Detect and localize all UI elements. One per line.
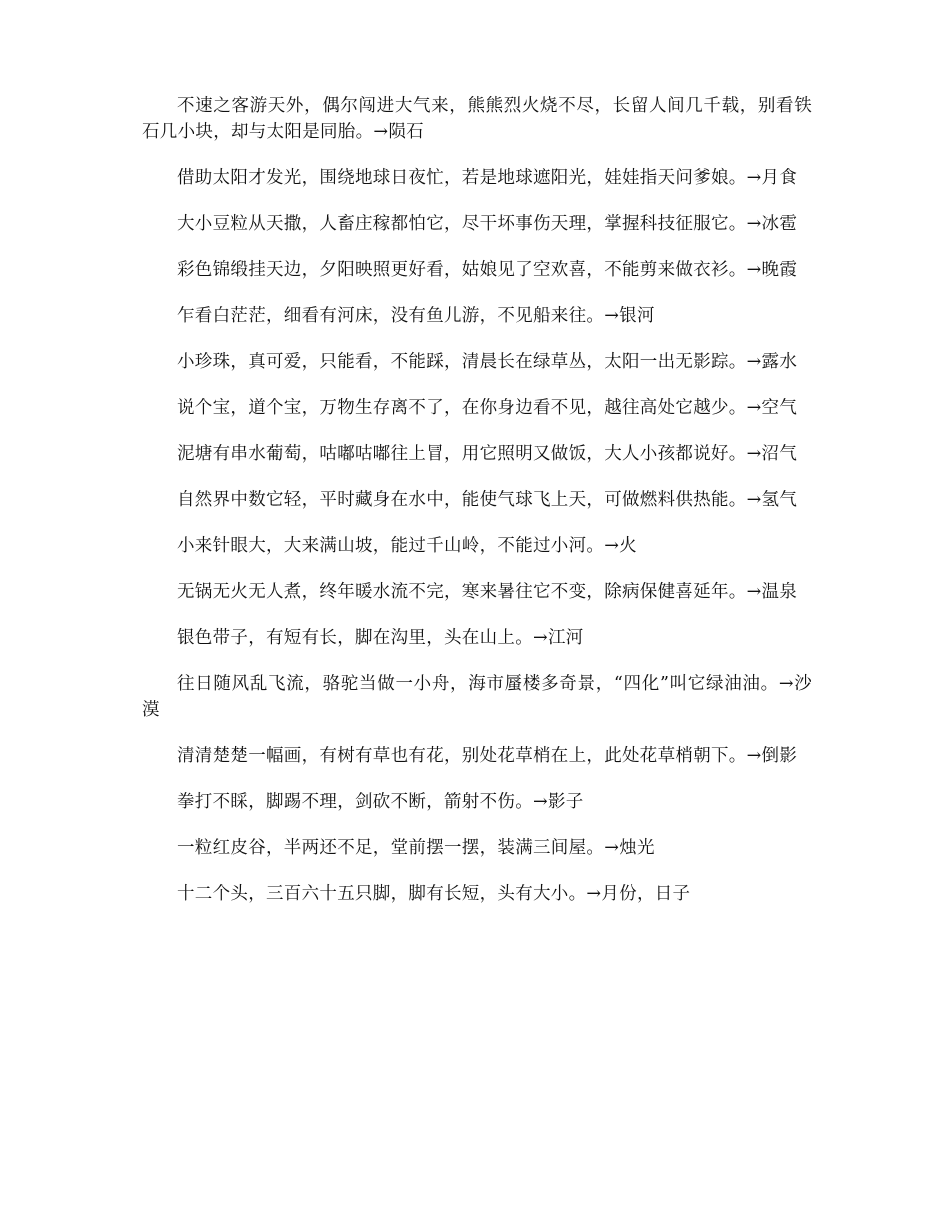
riddle-paragraph: 不速之客游天外，偶尔闯进大气来，熊熊烈火烧不尽，长留人间几千载，别看铁石几小块，却与太阳是同胎。→陨石 <box>142 96 812 142</box>
riddle-paragraph: 一粒红皮谷，半两还不足，堂前摆一摆，装满三间屋。→烛光 <box>177 838 655 858</box>
riddle-paragraph: 小来针眼大，大来满山坡，能过千山岭，不能过小河。→火 <box>177 536 637 556</box>
riddle-paragraph: 彩色锦缎挂天边，夕阳映照更好看，姑娘见了空欢喜，不能剪来做衣衫。→晚霞 <box>177 260 798 280</box>
riddle-paragraph: 说个宝，道个宝，万物生存离不了，在你身边看不见，越往高处它越少。→空气 <box>177 398 798 418</box>
riddle-paragraph: 小珍珠，真可爱，只能看，不能踩，清晨长在绿草丛，太阳一出无影踪。→露水 <box>177 352 798 372</box>
riddle-paragraph: 清清楚楚一幅画，有树有草也有花，别处花草梢在上，此处花草梢朝下。→倒影 <box>177 746 798 766</box>
riddle-paragraph: 大小豆粒从天撒，人畜庄稼都怕它，尽干坏事伤天理，掌握科技征服它。→冰雹 <box>177 214 798 234</box>
riddle-paragraph: 银色带子，有短有长，脚在沟里，头在山上。→江河 <box>177 628 584 648</box>
riddle-paragraph: 拳打不睬，脚踢不理，剑砍不断，箭射不伤。→影子 <box>177 792 584 812</box>
riddle-paragraph: 泥塘有串水葡萄，咕嘟咕嘟往上冒，用它照明又做饭，大人小孩都说好。→沼气 <box>177 444 798 464</box>
riddle-paragraph: 自然界中数它轻，平时藏身在水中，能使气球飞上天，可做燃料供热能。→氢气 <box>177 490 798 510</box>
riddle-paragraph: 无锅无火无人煮，终年暖水流不完，寒来暑往它不变，除病保健喜延年。→温泉 <box>177 582 798 602</box>
riddle-paragraph: 往日随风乱飞流，骆驼当做一小舟，海市蜃楼多奇景，“四化”叫它绿油油。→沙漠 <box>142 674 812 720</box>
riddle-paragraph: 十二个头，三百六十五只脚，脚有长短，头有大小。→月份，日子 <box>177 884 691 904</box>
riddle-document <box>142 93 812 927</box>
riddle-paragraph: 借助太阳才发光，围绕地球日夜忙，若是地球遮阳光，娃娃指天问爹娘。→月食 <box>177 168 798 188</box>
riddle-paragraph: 乍看白茫茫，细看有河床，没有鱼儿游，不见船来往。→银河 <box>177 306 655 326</box>
